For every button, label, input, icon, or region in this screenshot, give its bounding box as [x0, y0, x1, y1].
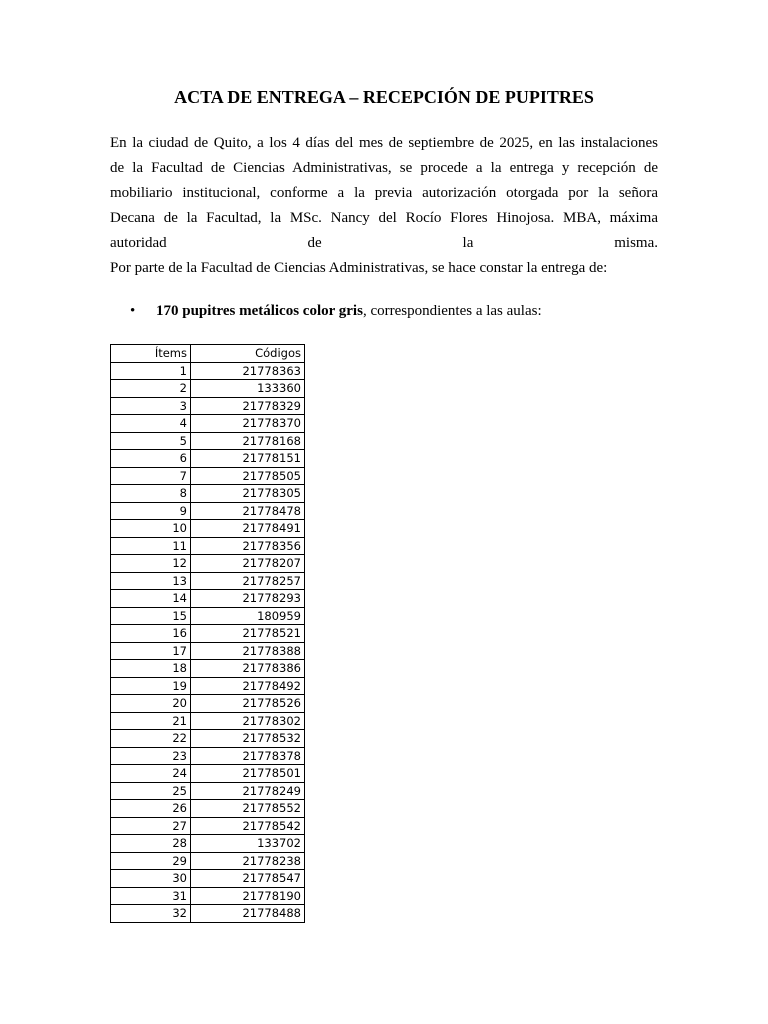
table-row — [111, 607, 305, 625]
table-row — [111, 450, 305, 468]
table-row — [111, 765, 305, 783]
table-row — [111, 502, 305, 520]
item-number-cell: 15 — [111, 607, 191, 625]
code-cell: 21778478 — [191, 502, 305, 520]
table-row — [111, 397, 305, 415]
code-cell: 21778190 — [191, 887, 305, 905]
item-number-cell: 2 — [111, 380, 191, 398]
code-cell: 180959 — [191, 607, 305, 625]
code-cell: 21778302 — [191, 712, 305, 730]
paragraph-line: autoridad de la misma. — [110, 235, 658, 251]
table-row — [111, 380, 305, 398]
table-row — [111, 905, 305, 923]
item-number-cell: 22 — [111, 730, 191, 748]
closing-line: Por parte de la Facultad de Ciencias Administrativas, se hace constar la entrega de: — [110, 260, 608, 276]
item-number-cell: 28 — [111, 835, 191, 853]
item-number-cell: 27 — [111, 817, 191, 835]
table-row — [111, 870, 305, 888]
code-cell: 21778488 — [191, 905, 305, 923]
code-cell: 21778386 — [191, 660, 305, 678]
table-row — [111, 817, 305, 835]
item-number-cell: 4 — [111, 415, 191, 433]
item-number-cell: 7 — [111, 467, 191, 485]
paragraph-line: mobiliario institucional, conforme a la previa autorización otorgada por la señora — [110, 185, 658, 201]
item-number-cell: 6 — [111, 450, 191, 468]
table-row — [111, 537, 305, 555]
code-cell: 21778305 — [191, 485, 305, 503]
code-cell: 21778151 — [191, 450, 305, 468]
code-cell: 133360 — [191, 380, 305, 398]
item-number-cell: 30 — [111, 870, 191, 888]
paragraph-line: de la Facultad de Ciencias Administrativas, se procede a la entrega y recepción de — [110, 160, 658, 176]
table-row — [111, 800, 305, 818]
item-number-cell: 13 — [111, 572, 191, 590]
table-body — [111, 362, 305, 922]
item-number-cell: 21 — [111, 712, 191, 730]
table-row — [111, 642, 305, 660]
item-number-cell: 17 — [111, 642, 191, 660]
table-row — [111, 695, 305, 713]
code-cell: 21778356 — [191, 537, 305, 555]
paragraph-line: Decana de la Facultad, la MSc. Nancy del Rocío Flores Hinojosa. MBA, máxima — [110, 210, 658, 226]
intro-paragraph — [110, 131, 658, 281]
table-row — [111, 625, 305, 643]
code-cell: 21778492 — [191, 677, 305, 695]
code-cell: 21778370 — [191, 415, 305, 433]
table-row — [111, 520, 305, 538]
item-number-cell: 20 — [111, 695, 191, 713]
code-cell: 21778542 — [191, 817, 305, 835]
item-number-cell: 1 — [111, 362, 191, 380]
paragraph-line: En la ciudad de Quito, a los 4 días del mes de septiembre de 2025, en las instalaciones — [110, 135, 658, 151]
code-cell: 21778363 — [191, 362, 305, 380]
item-number-cell: 29 — [111, 852, 191, 870]
item-number-cell: 12 — [111, 555, 191, 573]
table-row — [111, 677, 305, 695]
item-number-cell: 31 — [111, 887, 191, 905]
code-cell: 21778491 — [191, 520, 305, 538]
bullet-text: , correspondientes a las aulas: — [362, 303, 542, 319]
code-cell: 21778329 — [191, 397, 305, 415]
code-cell: 21778257 — [191, 572, 305, 590]
item-number-cell: 23 — [111, 747, 191, 765]
item-number-cell: 5 — [111, 432, 191, 450]
table-row — [111, 712, 305, 730]
table-row — [111, 362, 305, 380]
item-number-cell: 8 — [111, 485, 191, 503]
code-cell: 21778388 — [191, 642, 305, 660]
item-number-cell: 16 — [111, 625, 191, 643]
table-row — [111, 730, 305, 748]
code-cell: 21778168 — [191, 432, 305, 450]
code-cell: 21778501 — [191, 765, 305, 783]
item-number-cell: 14 — [111, 590, 191, 608]
code-cell: 21778552 — [191, 800, 305, 818]
code-cell: 21778238 — [191, 852, 305, 870]
code-cell: 21778526 — [191, 695, 305, 713]
code-cell: 21778532 — [191, 730, 305, 748]
item-number-cell: 19 — [111, 677, 191, 695]
document-title: ACTA DE ENTREGA – RECEPCIÓN DE PUPITRES — [174, 87, 594, 107]
table-row — [111, 660, 305, 678]
item-number-cell: 24 — [111, 765, 191, 783]
item-number-cell: 11 — [111, 537, 191, 555]
table-row — [111, 555, 305, 573]
code-cell: 21778293 — [191, 590, 305, 608]
code-cell: 21778207 — [191, 555, 305, 573]
table-row — [111, 887, 305, 905]
bullet-bold-text: 170 pupitres metálicos color gris — [156, 303, 363, 319]
table-row — [111, 432, 305, 450]
item-number-cell: 18 — [111, 660, 191, 678]
item-number-cell: 32 — [111, 905, 191, 923]
item-number-cell: 10 — [111, 520, 191, 538]
table-row — [111, 485, 305, 503]
table-row — [111, 782, 305, 800]
item-number-cell: 26 — [111, 800, 191, 818]
code-cell: 21778521 — [191, 625, 305, 643]
item-number-cell: 3 — [111, 397, 191, 415]
table-row — [111, 572, 305, 590]
code-cell: 21778378 — [191, 747, 305, 765]
code-cell: 133702 — [191, 835, 305, 853]
codes-table — [110, 344, 305, 923]
bullet-item — [130, 300, 650, 322]
table-row — [111, 852, 305, 870]
code-cell: 21778505 — [191, 467, 305, 485]
header-codes: Códigos — [191, 345, 305, 363]
table-row — [111, 467, 305, 485]
item-number-cell: 25 — [111, 782, 191, 800]
table-row — [111, 747, 305, 765]
table-row — [111, 590, 305, 608]
header-items: Ítems — [111, 345, 191, 363]
table-row — [111, 835, 305, 853]
code-cell: 21778547 — [191, 870, 305, 888]
code-cell: 21778249 — [191, 782, 305, 800]
table-header-row — [111, 345, 305, 363]
table-row — [111, 415, 305, 433]
bullet-icon: • — [130, 303, 136, 319]
item-number-cell: 9 — [111, 502, 191, 520]
